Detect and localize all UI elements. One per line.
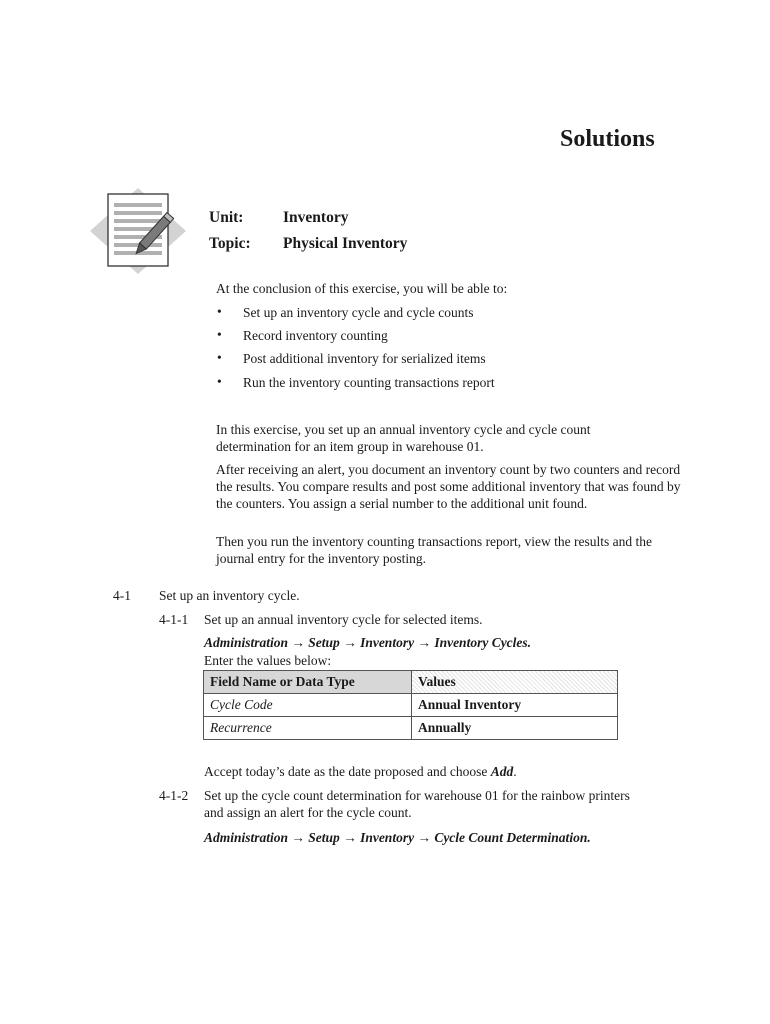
exercise-notepad-icon: [86, 186, 190, 276]
step-number: 4-1: [113, 588, 131, 603]
topic-value: Physical Inventory: [283, 235, 408, 252]
unit-label: Unit:: [209, 209, 244, 226]
field-name-cell: Cycle Code: [204, 694, 412, 717]
substep-number: 4-1-1: [159, 612, 189, 627]
step-text: Set up an inventory cycle.: [159, 588, 300, 603]
objective-item: Post additional inventory for serialized items: [243, 351, 486, 366]
exercise-description: After receiving an alert, you document an inventory count by two counters and record the results. You compare results and post some additional inventory that was found by the counters. You assign a serial number to the additional unit found.: [216, 462, 681, 511]
instruction-text: Enter the values below:: [204, 653, 332, 668]
bullet-icon: •: [217, 327, 222, 342]
table-header-cell: Values: [412, 671, 618, 694]
arrow-icon: →: [291, 830, 305, 845]
value-cell: Annually: [412, 717, 618, 740]
table-header-cell: Field Name or Data Type: [204, 671, 412, 694]
arrow-icon: →: [291, 635, 305, 650]
add-action: Add: [490, 764, 514, 779]
menu-path-item: Administration: [204, 635, 289, 650]
page-title: Solutions: [560, 126, 655, 152]
menu-path-item: Inventory Cycles.: [434, 635, 532, 650]
table-row: [204, 694, 618, 717]
substep-text: Set up the cycle count determination for warehouse 01 for the rainbow printers and assign an alert for the cycle count.: [204, 788, 630, 820]
menu-path-item: Administration: [204, 830, 289, 845]
menu-path-item: Inventory: [360, 830, 415, 845]
objective-item: Set up an inventory cycle and cycle counts: [243, 305, 474, 320]
values-table: [203, 670, 618, 740]
unit-value: Inventory: [283, 209, 349, 226]
exercise-description: In this exercise, you set up an annual inventory cycle and cycle count determination for an item group in warehouse 01.: [216, 422, 591, 454]
field-name-cell: Recurrence: [204, 717, 412, 740]
arrow-icon: →: [343, 830, 357, 845]
value-cell: Annual Inventory: [412, 694, 618, 717]
accept-suffix: .: [513, 764, 517, 779]
table-header-row: [204, 671, 618, 694]
menu-path-item: Inventory: [360, 635, 415, 650]
bullet-icon: •: [217, 304, 222, 319]
accept-instruction: [204, 763, 517, 780]
menu-path: [204, 830, 591, 846]
objective-item: Run the inventory counting transactions report: [243, 375, 495, 390]
menu-path-item: Cycle Count Determination.: [434, 830, 591, 845]
arrow-icon: →: [417, 830, 431, 845]
menu-path-item: Setup: [308, 830, 340, 845]
bullet-icon: •: [217, 350, 222, 365]
substep-text: Set up an annual inventory cycle for selected items.: [204, 612, 483, 627]
objective-item: Record inventory counting: [243, 328, 388, 343]
menu-path: [204, 635, 531, 651]
bullet-icon: •: [217, 374, 222, 389]
arrow-icon: →: [417, 635, 431, 650]
arrow-icon: →: [343, 635, 357, 650]
intro-lead: At the conclusion of this exercise, you will be able to:: [216, 281, 508, 296]
table-row: [204, 717, 618, 740]
exercise-description: Then you run the inventory counting transactions report, view the results and the journal entry for the inventory posting.: [216, 534, 653, 566]
topic-label: Topic:: [209, 235, 251, 252]
accept-text: Accept today’s date as the date proposed and choose: [204, 764, 491, 779]
substep-number: 4-1-2: [159, 788, 189, 803]
menu-path-item: Setup: [308, 635, 340, 650]
